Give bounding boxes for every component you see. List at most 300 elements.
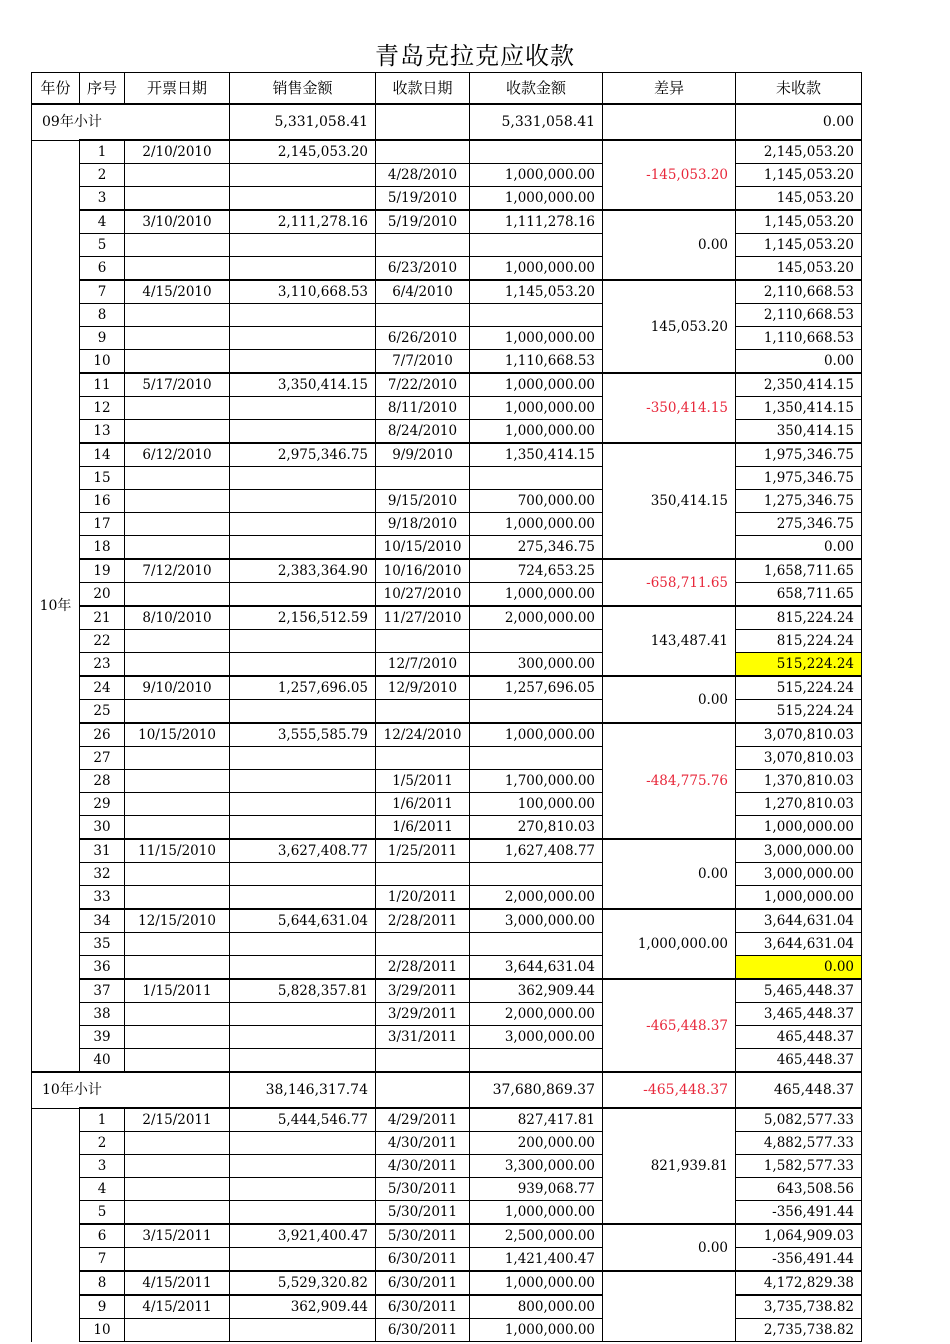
receipt-date-cell [376,304,470,327]
receipt-date-cell: 5/30/2011 [376,1201,470,1225]
receipt-amount-cell [470,304,603,327]
unpaid-cell: 1,110,668.53 [736,327,862,350]
invoice-date-cell [125,886,230,910]
difference-cell: -484,775.76 [603,723,736,839]
unpaid-cell: 2,735,738.82 [736,1319,862,1342]
receipt-date-cell: 4/30/2011 [376,1155,470,1178]
receipt-date-cell [376,863,470,886]
table-row [32,397,862,420]
receipt-amount-cell: 800,000.00 [470,1295,603,1319]
unpaid-cell: 1,975,346.75 [736,467,862,490]
difference-cell: 0.00 [603,1224,736,1271]
header-invoice-date: 开票日期 [125,73,230,105]
sales-amount-cell: 362,909.44 [230,1295,376,1319]
subtotal-difference [603,104,736,140]
invoice-date-cell [125,653,230,677]
invoice-date-cell: 2/15/2011 [125,1108,230,1132]
sales-amount-cell [230,1319,376,1342]
receipt-amount-cell [470,933,603,956]
subtotal-difference: -465,448.37 [603,1072,736,1108]
sales-amount-cell: 2,145,053.20 [230,140,376,164]
receipt-date-cell: 8/11/2010 [376,397,470,420]
table-row [32,653,862,677]
header-receipt-date: 收款日期 [376,73,470,105]
unpaid-cell: 1,275,346.75 [736,490,862,513]
table-row [32,467,862,490]
unpaid-cell: 2,350,414.15 [736,373,862,397]
invoice-date-cell [125,1155,230,1178]
receipt-amount-cell: 3,644,631.04 [470,956,603,980]
unpaid-cell: 3,644,631.04 [736,909,862,933]
seq-cell: 7 [80,280,125,304]
invoice-date-cell [125,1003,230,1026]
seq-cell: 18 [80,536,125,560]
seq-cell: 2 [80,164,125,187]
year-cell: 10年 [32,140,80,1072]
unpaid-cell: 1,000,000.00 [736,886,862,910]
seq-cell: 9 [80,1295,125,1319]
receipt-date-cell [376,700,470,724]
receipt-amount-cell: 1,627,408.77 [470,839,603,863]
sales-amount-cell: 2,156,512.59 [230,606,376,630]
invoice-date-cell: 4/15/2010 [125,280,230,304]
receipt-date-cell: 1/6/2011 [376,793,470,816]
header-year: 年份 [32,73,80,105]
seq-cell: 28 [80,770,125,793]
sales-amount-cell [230,793,376,816]
sales-amount-cell [230,513,376,536]
unpaid-cell: 1,000,000.00 [736,816,862,840]
seq-cell: 16 [80,490,125,513]
receipt-amount-cell: 2,000,000.00 [470,886,603,910]
receivables-table [31,72,862,1342]
table-row [32,770,862,793]
table-row [32,979,862,1003]
receipt-date-cell: 12/9/2010 [376,676,470,700]
sales-amount-cell [230,1026,376,1049]
table-row [32,490,862,513]
unpaid-cell: 1,270,810.03 [736,793,862,816]
seq-cell: 13 [80,420,125,444]
invoice-date-cell [125,467,230,490]
seq-cell: 6 [80,1224,125,1248]
seq-cell: 7 [80,1248,125,1272]
sheet-title: 青岛克拉克应收款 [375,42,575,70]
invoice-date-cell [125,1248,230,1272]
receipt-date-cell [376,747,470,770]
receipt-date-cell: 10/27/2010 [376,583,470,607]
receipt-amount-cell: 3,000,000.00 [470,1026,603,1049]
unpaid-cell: 515,224.24 [736,653,862,677]
invoice-date-cell [125,630,230,653]
seq-cell: 32 [80,863,125,886]
invoice-date-cell [125,1201,230,1225]
receipt-amount-cell: 1,000,000.00 [470,1319,603,1342]
unpaid-cell: 3,465,448.37 [736,1003,862,1026]
receipt-date-cell [376,234,470,257]
seq-cell: 6 [80,257,125,281]
sales-amount-cell [230,863,376,886]
seq-cell: 11 [80,373,125,397]
invoice-date-cell [125,327,230,350]
table-row [32,630,862,653]
seq-cell: 10 [80,350,125,374]
receipt-amount-cell [470,700,603,724]
table-row [32,559,862,583]
sales-amount-cell: 5,644,631.04 [230,909,376,933]
receipt-amount-cell: 827,417.81 [470,1108,603,1132]
seq-cell: 25 [80,700,125,724]
unpaid-cell: 4,172,829.38 [736,1271,862,1295]
seq-cell: 40 [80,1049,125,1073]
receipt-date-cell: 6/4/2010 [376,280,470,304]
difference-cell: -350,414.15 [603,373,736,443]
sales-amount-cell [230,1178,376,1201]
sales-amount-cell [230,327,376,350]
seq-cell: 14 [80,443,125,467]
invoice-date-cell [125,257,230,281]
receipt-date-cell: 1/25/2011 [376,839,470,863]
sales-amount-cell [230,420,376,444]
seq-cell: 29 [80,793,125,816]
invoice-date-cell [125,490,230,513]
sales-amount-cell [230,630,376,653]
header-seq: 序号 [80,73,125,105]
receipt-amount-cell: 362,909.44 [470,979,603,1003]
subtotal-row [32,104,862,140]
difference-cell: 0.00 [603,210,736,280]
receipt-date-cell: 7/7/2010 [376,350,470,374]
sales-amount-cell [230,257,376,281]
receipt-date-cell: 1/6/2011 [376,816,470,840]
sales-amount-cell: 3,110,668.53 [230,280,376,304]
table-row [32,933,862,956]
unpaid-cell: 3,000,000.00 [736,839,862,863]
receipt-date-cell: 4/28/2010 [376,164,470,187]
unpaid-cell: 2,145,053.20 [736,140,862,164]
receipt-amount-cell: 1,421,400.47 [470,1248,603,1272]
receipt-date-cell: 3/29/2011 [376,979,470,1003]
receipt-amount-cell: 1,000,000.00 [470,420,603,444]
receipt-amount-cell: 1,000,000.00 [470,513,603,536]
seq-cell: 34 [80,909,125,933]
receipt-amount-cell: 1,000,000.00 [470,327,603,350]
receipt-date-cell: 5/30/2011 [376,1224,470,1248]
table-row [32,839,862,863]
table-row [32,816,862,840]
subtotal-sales: 38,146,317.74 [230,1072,376,1108]
difference-cell: 145,053.20 [603,280,736,373]
table-row [32,1271,862,1295]
sales-amount-cell [230,933,376,956]
unpaid-cell: 2,110,668.53 [736,280,862,304]
receipt-amount-cell: 275,346.75 [470,536,603,560]
seq-cell: 1 [80,140,125,164]
receipt-amount-cell: 1,000,000.00 [470,164,603,187]
invoice-date-cell [125,583,230,607]
subtotal-unpaid: 0.00 [736,104,862,140]
invoice-date-cell [125,747,230,770]
unpaid-cell: 145,053.20 [736,257,862,281]
seq-cell: 39 [80,1026,125,1049]
receipt-amount-cell: 3,300,000.00 [470,1155,603,1178]
table-row [32,863,862,886]
unpaid-cell: 515,224.24 [736,676,862,700]
table-row [32,793,862,816]
receipt-amount-cell: 1,000,000.00 [470,1201,603,1225]
receipt-amount-cell: 300,000.00 [470,653,603,677]
sales-amount-cell [230,1049,376,1073]
sales-amount-cell [230,304,376,327]
sales-amount-cell [230,490,376,513]
difference-cell: 0.00 [603,676,736,723]
unpaid-cell: 1,658,711.65 [736,559,862,583]
unpaid-cell: 658,711.65 [736,583,862,607]
unpaid-cell: 1,975,346.75 [736,443,862,467]
seq-cell: 30 [80,816,125,840]
sales-amount-cell [230,770,376,793]
sales-amount-cell [230,700,376,724]
table-row [32,886,862,910]
invoice-date-cell [125,1026,230,1049]
receipt-date-cell: 6/23/2010 [376,257,470,281]
seq-cell: 21 [80,606,125,630]
receipt-date-cell [376,630,470,653]
sales-amount-cell [230,886,376,910]
sales-amount-cell [230,1132,376,1155]
receipt-date-cell [376,933,470,956]
receipt-amount-cell: 2,000,000.00 [470,606,603,630]
receipt-date-cell: 4/30/2011 [376,1132,470,1155]
sales-amount-cell [230,164,376,187]
invoice-date-cell [125,420,230,444]
table-row [32,164,862,187]
unpaid-cell: 1,370,810.03 [736,770,862,793]
seq-cell: 24 [80,676,125,700]
table-row [32,956,862,980]
header-sales-amount: 销售金额 [230,73,376,105]
receipt-amount-cell: 270,810.03 [470,816,603,840]
sales-amount-cell: 1,257,696.05 [230,676,376,700]
unpaid-cell: 815,224.24 [736,630,862,653]
subtotal-row [32,1072,862,1108]
invoice-date-cell [125,770,230,793]
seq-cell: 35 [80,933,125,956]
receipt-amount-cell: 1,700,000.00 [470,770,603,793]
invoice-date-cell [125,816,230,840]
table-row [32,1224,862,1248]
sales-amount-cell [230,187,376,211]
invoice-date-cell: 10/15/2010 [125,723,230,747]
seq-cell: 4 [80,1178,125,1201]
sales-amount-cell: 3,627,408.77 [230,839,376,863]
unpaid-cell: 350,414.15 [736,420,862,444]
seq-cell: 3 [80,187,125,211]
invoice-date-cell: 3/10/2010 [125,210,230,234]
unpaid-cell: 5,465,448.37 [736,979,862,1003]
receipt-date-cell: 9/15/2010 [376,490,470,513]
table-row [32,1049,862,1073]
year-cell [32,1108,80,1342]
receipt-date-cell: 3/29/2011 [376,1003,470,1026]
receipt-amount-cell: 1,000,000.00 [470,1271,603,1295]
receipt-date-cell: 5/19/2010 [376,187,470,211]
sales-amount-cell [230,1201,376,1225]
difference-cell: 821,939.81 [603,1108,736,1224]
seq-cell: 31 [80,839,125,863]
receipt-amount-cell: 939,068.77 [470,1178,603,1201]
seq-cell: 23 [80,653,125,677]
seq-cell: 4 [80,210,125,234]
unpaid-cell: 0.00 [736,536,862,560]
sales-amount-cell [230,956,376,980]
unpaid-cell: 515,224.24 [736,700,862,724]
seq-cell: 15 [80,467,125,490]
receipt-date-cell: 7/22/2010 [376,373,470,397]
receipt-date-cell: 5/30/2011 [376,1178,470,1201]
receipt-amount-cell: 100,000.00 [470,793,603,816]
invoice-date-cell [125,1319,230,1342]
receipt-amount-cell: 1,111,278.16 [470,210,603,234]
receipt-date-cell: 6/30/2011 [376,1271,470,1295]
sales-amount-cell [230,747,376,770]
table-row [32,1295,862,1319]
receipt-amount-cell: 1,350,414.15 [470,443,603,467]
table-row [32,350,862,374]
unpaid-cell: 275,346.75 [736,513,862,536]
table-row [32,280,862,304]
sales-amount-cell: 2,383,364.90 [230,559,376,583]
table-row [32,420,862,444]
seq-cell: 5 [80,1201,125,1225]
table-row [32,1248,862,1272]
receipt-amount-cell [470,630,603,653]
subtotal-label: 09年小计 [32,104,230,140]
invoice-date-cell: 2/10/2010 [125,140,230,164]
table-row [32,234,862,257]
sales-amount-cell: 2,111,278.16 [230,210,376,234]
receipt-amount-cell: 2,500,000.00 [470,1224,603,1248]
table-row [32,140,862,164]
sales-amount-cell: 5,529,320.82 [230,1271,376,1295]
sales-amount-cell [230,583,376,607]
receipt-date-cell: 6/30/2011 [376,1248,470,1272]
receipt-amount-cell [470,140,603,164]
invoice-date-cell [125,1132,230,1155]
subtotal-receipt-date [376,104,470,140]
sales-amount-cell: 3,921,400.47 [230,1224,376,1248]
table-row [32,700,862,724]
receipt-date-cell: 1/5/2011 [376,770,470,793]
receipt-amount-cell [470,234,603,257]
invoice-date-cell: 6/12/2010 [125,443,230,467]
subtotal-receipt-date [376,1072,470,1108]
unpaid-cell: 815,224.24 [736,606,862,630]
unpaid-cell: 465,448.37 [736,1026,862,1049]
difference-cell: 350,414.15 [603,443,736,559]
difference-cell [603,1271,736,1342]
receipt-amount-cell: 1,110,668.53 [470,350,603,374]
table-row [32,257,862,281]
receipt-date-cell: 6/26/2010 [376,327,470,350]
receipt-date-cell [376,1049,470,1073]
unpaid-cell: 1,064,909.03 [736,1224,862,1248]
unpaid-cell: 1,350,414.15 [736,397,862,420]
subtotal-receipt-amount: 37,680,869.37 [470,1072,603,1108]
difference-cell: -145,053.20 [603,140,736,210]
unpaid-cell: 1,145,053.20 [736,210,862,234]
seq-cell: 17 [80,513,125,536]
unpaid-cell: -356,491.44 [736,1248,862,1272]
table-row [32,1108,862,1132]
difference-cell: 0.00 [603,839,736,909]
invoice-date-cell [125,1049,230,1073]
difference-cell: -658,711.65 [603,559,736,606]
seq-cell: 1 [80,1108,125,1132]
receipt-date-cell: 9/18/2010 [376,513,470,536]
receipt-date-cell: 5/19/2010 [376,210,470,234]
header-receipt-amount: 收款金额 [470,73,603,105]
seq-cell: 37 [80,979,125,1003]
receipt-date-cell: 10/15/2010 [376,536,470,560]
receipt-amount-cell: 1,000,000.00 [470,397,603,420]
table-row [32,513,862,536]
sales-amount-cell [230,350,376,374]
difference-cell: 1,000,000.00 [603,909,736,979]
invoice-date-cell [125,956,230,980]
unpaid-cell: 1,582,577.33 [736,1155,862,1178]
table-row [32,723,862,747]
receipt-amount-cell: 1,000,000.00 [470,187,603,211]
invoice-date-cell: 12/15/2010 [125,909,230,933]
receipt-amount-cell [470,467,603,490]
invoice-date-cell: 4/15/2011 [125,1271,230,1295]
seq-cell: 12 [80,397,125,420]
unpaid-cell: 1,145,053.20 [736,234,862,257]
receipt-date-cell: 12/24/2010 [376,723,470,747]
subtotal-label: 10年小计 [32,1072,230,1108]
unpaid-cell: 5,082,577.33 [736,1108,862,1132]
difference-cell: -465,448.37 [603,979,736,1072]
invoice-date-cell [125,350,230,374]
table-row [32,304,862,327]
unpaid-cell: 3,070,810.03 [736,723,862,747]
invoice-date-cell: 4/15/2011 [125,1295,230,1319]
invoice-date-cell: 3/15/2011 [125,1224,230,1248]
seq-cell: 5 [80,234,125,257]
unpaid-cell: 3,644,631.04 [736,933,862,956]
sales-amount-cell [230,1155,376,1178]
sales-amount-cell [230,653,376,677]
receipt-date-cell: 9/9/2010 [376,443,470,467]
unpaid-cell: 3,070,810.03 [736,747,862,770]
receipt-amount-cell: 1,000,000.00 [470,257,603,281]
table-row [32,747,862,770]
receipt-amount-cell: 1,145,053.20 [470,280,603,304]
unpaid-cell: 643,508.56 [736,1178,862,1201]
seq-cell: 8 [80,304,125,327]
unpaid-cell: 1,145,053.20 [736,164,862,187]
invoice-date-cell: 9/10/2010 [125,676,230,700]
unpaid-cell: -356,491.44 [736,1201,862,1225]
receipt-amount-cell [470,1049,603,1073]
invoice-date-cell [125,187,230,211]
table-row [32,1155,862,1178]
receipt-amount-cell: 1,000,000.00 [470,723,603,747]
seq-cell: 20 [80,583,125,607]
sales-amount-cell [230,816,376,840]
receipt-date-cell: 2/28/2011 [376,909,470,933]
